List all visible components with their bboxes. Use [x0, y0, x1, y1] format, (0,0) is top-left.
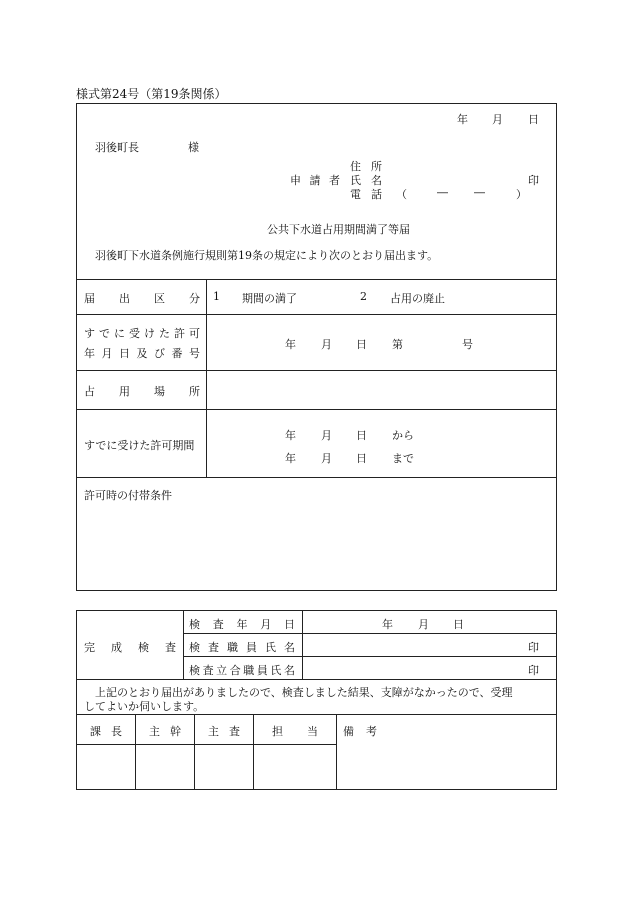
period-to-month-label: 月 [321, 452, 332, 465]
approval-chief-examiner: 主 査 [208, 725, 240, 738]
approval-chief-secretary: 主 幹 [149, 725, 181, 738]
period-from-year-label: 年 [285, 429, 296, 442]
inspection-witness-seal: 印 [528, 664, 539, 677]
phone-open-paren: （ [396, 188, 407, 201]
inspection-witness-label: 検 査 立 合 職 員 氏 名 [189, 664, 295, 677]
inspection-date-label: 検 査 年 月 日 [189, 618, 295, 631]
addressee-honorific: 様 [188, 141, 199, 154]
inspection-label: 完 成 検 査 [84, 641, 176, 654]
phone-dash-1: ― [437, 186, 448, 199]
inspection-staff-seal: 印 [528, 641, 539, 654]
applicant-label: 申 請 者 [290, 174, 340, 187]
statement: 羽後町下水道条例施行規則第19条の規定により次のとおり届出ます。 [95, 249, 439, 262]
permit-dai-label: 第 [392, 338, 403, 351]
inspection-day-label: 日 [453, 618, 464, 631]
category-label: 届 出 区 分 [84, 292, 200, 305]
place-label: 占 用 場 所 [84, 385, 200, 398]
remarks-label: 備 考 [343, 725, 377, 738]
permit-label-line1: す で に 受 け た 許 可 [84, 327, 200, 340]
inspection-year-label: 年 [382, 618, 393, 631]
phone-close-paren: ） [516, 188, 527, 201]
category-option-2-number: 2 [360, 290, 367, 303]
date-day-label: 日 [528, 113, 539, 126]
inspection-staff-label: 検 査 職 員 氏 名 [189, 641, 295, 654]
form-title: 公共下水道占用期間満了等届 [267, 223, 410, 236]
permit-label-line2: 年 月 日 及 び 番 号 [84, 347, 200, 360]
period-label: すでに受けた許可期間 [84, 439, 195, 452]
applicant-seal: 印 [528, 174, 539, 187]
period-to-year-label: 年 [285, 452, 296, 465]
permit-day-label: 日 [356, 338, 367, 351]
approval-person-in-charge: 担 当 [272, 725, 318, 738]
inspection-note-line1: 上記のとおり届出がありましたので、検査しました結果、支障がなかったので、受理 [95, 686, 513, 699]
period-from-label: から [392, 429, 414, 442]
approval-section-chief: 課 長 [90, 725, 122, 738]
period-from-month-label: 月 [321, 429, 332, 442]
permit-month-label: 月 [321, 338, 332, 351]
phone-label: 電 話 [350, 188, 382, 201]
category-option-1: 期間の満了 [242, 292, 297, 305]
form-number: 様式第24号（第19条関係） [76, 87, 227, 101]
category-option-1-number: 1 [213, 290, 220, 303]
addressee-name: 羽後町長 [95, 141, 139, 154]
permit-year-label: 年 [285, 338, 296, 351]
phone-dash-2: ― [474, 186, 485, 199]
address-label: 住 所 [350, 160, 382, 173]
date-month-label: 月 [492, 113, 503, 126]
conditions-label: 許可時の付帯条件 [84, 489, 172, 502]
name-label: 氏 名 [350, 174, 382, 187]
period-from-day-label: 日 [356, 429, 367, 442]
inspection-month-label: 月 [418, 618, 429, 631]
date-year-label: 年 [457, 113, 468, 126]
permit-go-label: 号 [462, 338, 473, 351]
period-to-label: まで [392, 452, 414, 465]
period-to-day-label: 日 [356, 452, 367, 465]
category-option-2: 占用の廃止 [390, 292, 445, 305]
inspection-note-line2: してよいか伺いします。 [84, 700, 205, 713]
